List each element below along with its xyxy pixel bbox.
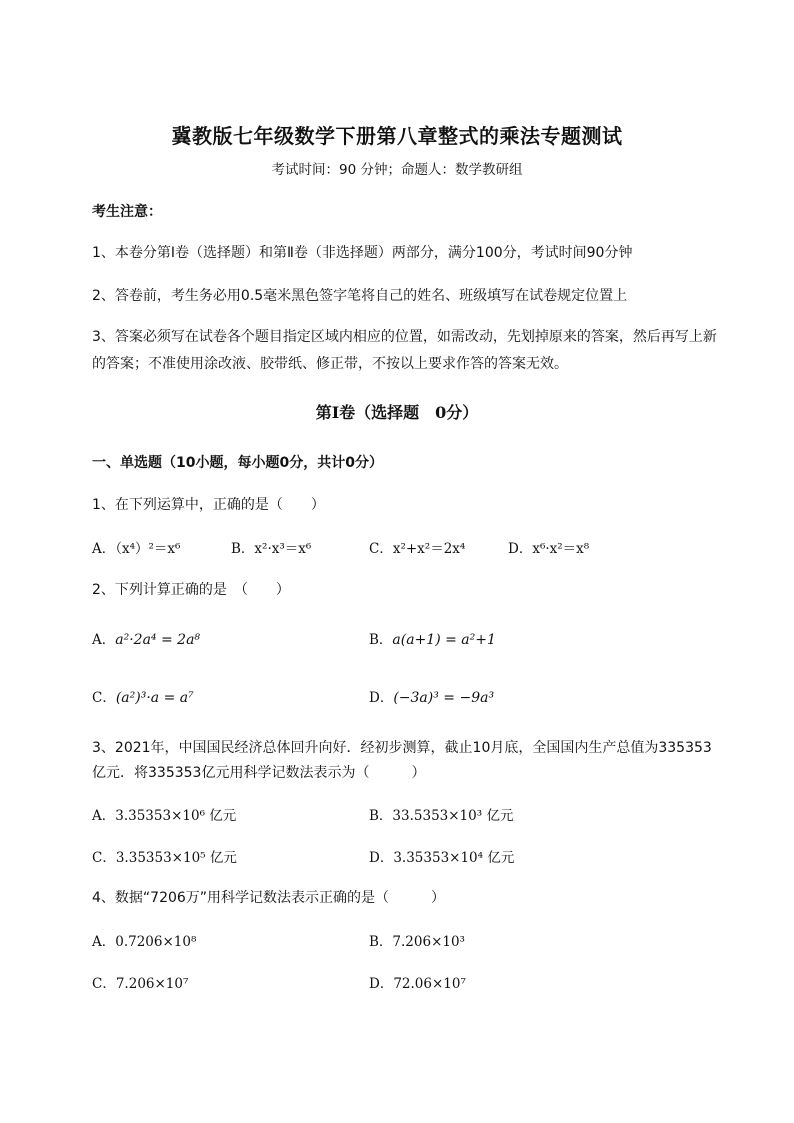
exam-subtitle: 考试时间：90 分钟；命题人：数学教研组	[271, 162, 523, 178]
question-3-stem-line-1: 3、2021年，中国国民经济总体回升向好．经初步测算，截止10月底，全国国内生产总值为335353	[92, 740, 712, 756]
question-3-option-a[interactable]	[92, 804, 236, 824]
option-label: A．	[92, 808, 116, 824]
question-1-option-d[interactable]	[508, 537, 589, 557]
option-text: a(a+1) = a²+1	[392, 632, 496, 648]
option-text: 3.35353×10⁵ 亿元	[115, 850, 237, 866]
notice-heading: 考生注意：	[92, 204, 162, 220]
question-2-option-c[interactable]	[92, 686, 194, 706]
option-text: x²+x²＝2x⁴	[392, 541, 466, 557]
option-text: a²·2a⁴ = 2a⁸	[115, 632, 201, 648]
option-text: 3.35353×10⁶ 亿元	[115, 808, 237, 824]
question-1-stem: 1、在下列运算中，正确的是（ ）	[92, 497, 325, 513]
notice-item-3-line-1: 3、答案必须写在试卷各个题目指定区域内相应的位置，如需改动，先划掉原来的答案，然后再写上新	[92, 329, 717, 345]
question-2-option-a[interactable]	[92, 628, 200, 648]
option-label: B．	[369, 934, 393, 950]
option-text: x²·x³＝x⁶	[254, 541, 312, 557]
notice-item-2: 2、答卷前，考生务必用0.5毫米黑色签字笔将自己的姓名、班级填写在试卷规定位置上	[92, 288, 628, 304]
option-text: (a²)³·a = a⁷	[115, 690, 194, 706]
option-label: D．	[508, 541, 533, 557]
option-label: D．	[369, 690, 394, 706]
option-label: C．	[92, 976, 116, 992]
question-2-option-b[interactable]	[369, 628, 496, 648]
question-2-option-d[interactable]	[369, 686, 494, 706]
option-text: 3.35353×10⁴ 亿元	[393, 850, 515, 866]
question-4-option-a[interactable]	[92, 930, 196, 950]
option-label: C．	[92, 690, 116, 706]
notice-item-3-line-2: 的答案；不准使用涂改液、胶带纸、修正带，不按以上要求作答的答案无效。	[92, 356, 568, 372]
option-label: A．	[92, 632, 116, 648]
option-label: D．	[369, 976, 394, 992]
question-4-option-c[interactable]	[92, 972, 188, 992]
option-label: D．	[369, 850, 394, 866]
option-label: B．	[369, 808, 393, 824]
option-label: C．	[369, 541, 393, 557]
option-text: 7.206×10⁷	[115, 976, 189, 992]
question-3-stem-line-2: 亿元．将335353亿元用科学记数法表示为（ ）	[92, 765, 426, 781]
question-1-option-c[interactable]	[369, 537, 465, 557]
option-text: (−3a)³ = −9a³	[393, 690, 495, 706]
question-3-option-c[interactable]	[92, 846, 237, 866]
exam-title: 冀教版七年级数学下册第八章整式的乘法专题测试	[171, 124, 623, 148]
option-label: B．	[369, 632, 393, 648]
question-2-stem: 2、下列计算正确的是 （ ）	[92, 582, 290, 598]
option-label: A．	[92, 934, 116, 950]
question-3-option-d[interactable]	[369, 846, 514, 866]
option-label: B．	[231, 541, 255, 557]
question-4-stem: 4、数据“7206万”用科学记数法表示正确的是（ ）	[92, 890, 446, 906]
option-label: A．	[92, 541, 116, 557]
option-text: （x⁴）²＝x⁶	[115, 541, 181, 557]
option-text: 7.206×10³	[392, 934, 465, 950]
option-text: x⁶·x²＝x⁸	[532, 541, 590, 557]
question-1-option-b[interactable]	[231, 537, 311, 557]
option-text: 0.7206×10⁸	[115, 934, 197, 950]
question-3-option-b[interactable]	[369, 804, 513, 824]
question-4-option-b[interactable]	[369, 930, 465, 950]
section-title: 第I卷（选择题 0分）	[315, 403, 479, 422]
question-4-option-d[interactable]	[369, 972, 466, 992]
option-label: C．	[92, 850, 116, 866]
question-1-option-a[interactable]	[92, 537, 180, 557]
option-text: 33.5353×10³ 亿元	[392, 808, 514, 824]
notice-item-1: 1、本卷分第I卷（选择题）和第Ⅱ卷（非选择题）两部分，满分100分，考试时间90分钟	[92, 245, 633, 261]
option-text: 72.06×10⁷	[393, 976, 466, 992]
part-heading: 一、单选题（10小题，每小题0分，共计0分）	[92, 455, 383, 471]
